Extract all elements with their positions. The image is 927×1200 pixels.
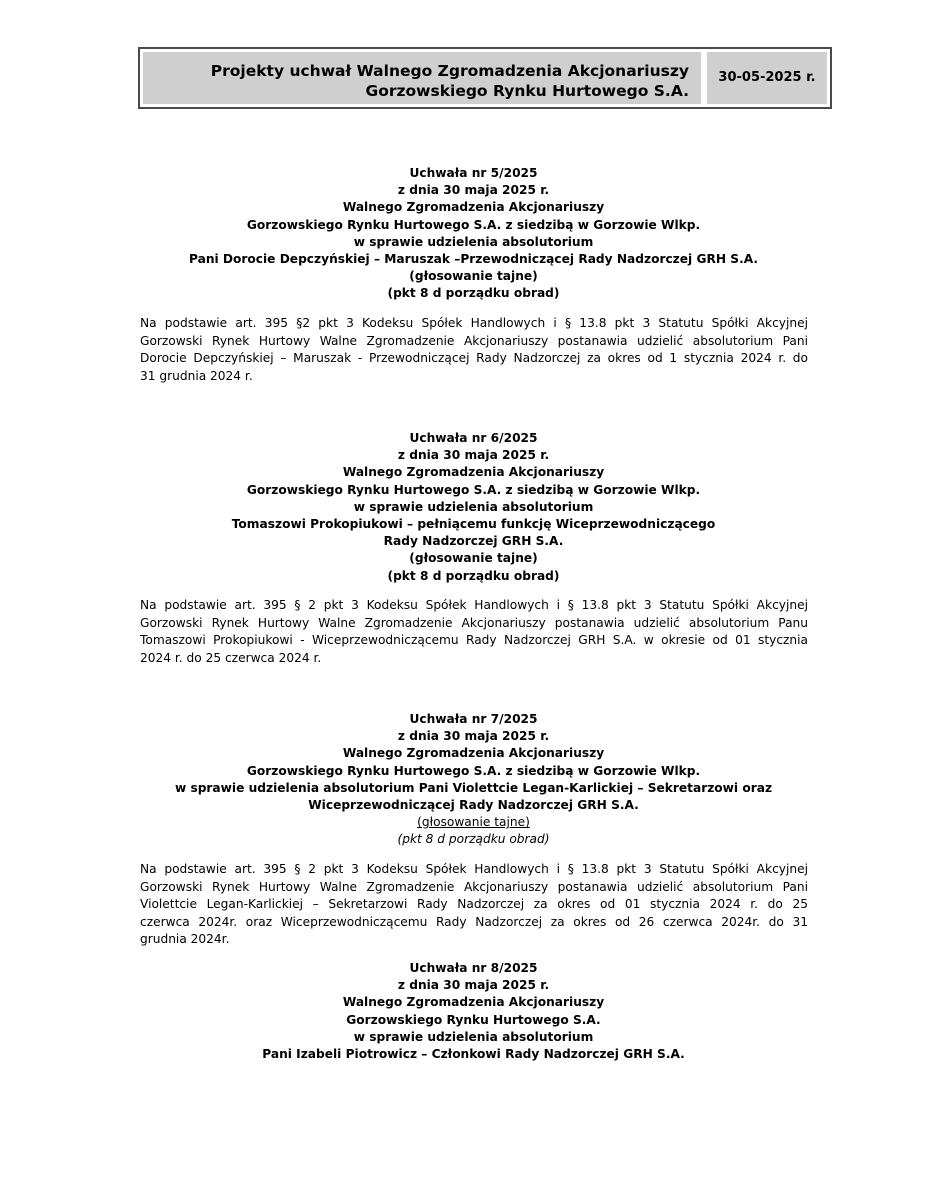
- body-line: Na podstawie art. 395 § 2 pkt 3 Kodeksu Spółek Handlowych i § 13.8 pkt 3 Statutu Spółki Akcyjnej: [140, 862, 808, 876]
- body-line: Gorzowski Rynek Hurtowy Walne Zgromadzenie Akcjonariuszy postanawia udzielić absolutorium Pani: [140, 333, 808, 348]
- resolution-5-heading: [130, 165, 817, 303]
- header-date: 30-05-2025 r.: [707, 52, 827, 104]
- resolution-company: Gorzowskiego Rynku Hurtowego S.A. z siedzibą w Gorzowie Wlkp.: [246, 763, 701, 778]
- resolution-person: Tomaszowi Prokopiukowi – pełniącemu funkcję Wiceprzewodniczącego: [231, 517, 716, 532]
- body-line: Na podstawie art. 395 § 2 pkt 3 Kodeksu Spółek Handlowych i § 13.8 pkt 3 Statutu Spółki Akcyjnej: [140, 598, 808, 612]
- resolution-person: Pani Dorocie Depczyńskiej – Maruszak –Przewodniczącej Rady Nadzorczej GRH S.A.: [188, 252, 758, 267]
- resolution-body-name: Walnego Zgromadzenia Akcjonariuszy: [342, 200, 605, 215]
- resolution-6-body: [140, 597, 808, 667]
- resolution-agenda-point: (pkt 8 d porządku obrad): [397, 832, 550, 847]
- resolution-title: Uchwała nr 6/2025: [409, 431, 538, 445]
- resolution-8-heading: [130, 960, 817, 1063]
- resolution-body-name: Walnego Zgromadzenia Akcjonariuszy: [342, 995, 605, 1010]
- resolution-company: Gorzowskiego Rynku Hurtowego S.A.: [346, 1012, 601, 1027]
- resolution-title: Uchwała nr 5/2025: [409, 166, 538, 180]
- resolution-date: z dnia 30 maja 2025 r.: [397, 183, 550, 198]
- resolution-agenda-point: (pkt 8 d porządku obrad): [387, 568, 560, 583]
- resolution-body-name: Walnego Zgromadzenia Akcjonariuszy: [342, 465, 605, 480]
- header-title-line-1: Projekty uchwał Walnego Zgromadzenia Akcjonariuszy: [210, 62, 689, 80]
- resolution-subject: w sprawie udzielenia absolutorium: [353, 234, 594, 249]
- resolution-subject: w sprawie udzielenia absolutorium: [353, 499, 594, 514]
- resolution-company: Gorzowskiego Rynku Hurtowego S.A. z siedzibą w Gorzowie Wlkp.: [246, 482, 701, 497]
- resolution-voting-mode: (głosowanie tajne): [409, 551, 538, 566]
- body-line: Gorzowski Rynek Hurtowy Walne Zgromadzenie Akcjonariuszy postanawia udzielić absolutorium Panu: [140, 615, 808, 630]
- header-title: [143, 52, 701, 104]
- body-line: grudnia 2024r.: [140, 932, 230, 946]
- body-line: Na podstawie art. 395 §2 pkt 3 Kodeksu Spółek Handlowych i § 13.8 pkt 3 Statutu Spółki Akcyjnej: [140, 316, 808, 330]
- resolution-person-role: Rady Nadzorczej GRH S.A.: [383, 534, 564, 549]
- resolution-6-heading: [130, 430, 817, 585]
- resolution-agenda-point: (pkt 8 d porządku obrad): [387, 286, 560, 301]
- body-line: Violettcie Legan-Karlickiej – Sekretarzowi Rady Nadzorczej za okres od 01 stycznia 2024 r. do 25: [140, 897, 808, 911]
- resolution-voting-mode: (głosowanie tajne): [409, 269, 538, 284]
- resolution-5-body: [140, 315, 808, 385]
- resolution-date: z dnia 30 maja 2025 r.: [397, 978, 550, 993]
- header-title-line-2: Gorzowskiego Rynku Hurtowego S.A.: [365, 82, 689, 100]
- resolution-title: Uchwała nr 7/2025: [409, 712, 538, 726]
- resolution-body-name: Walnego Zgromadzenia Akcjonariuszy: [342, 746, 605, 761]
- document-header: [138, 47, 832, 109]
- body-line: Dorocie Depczyńskiej – Maruszak - Przewodniczącej Rady Nadzorczej za okres od 1 stycznia 2024 r. do: [140, 351, 808, 365]
- body-line: Gorzowski Rynek Hurtowy Walne Zgromadzenie Akcjonariuszy postanawia udzielić absolutorium Pani: [140, 879, 808, 894]
- resolution-7-body: [140, 861, 808, 949]
- resolution-7-heading: [130, 711, 817, 849]
- resolution-company: Gorzowskiego Rynku Hurtowego S.A. z siedzibą w Gorzowie Wlkp.: [246, 217, 701, 232]
- resolution-date: z dnia 30 maja 2025 r.: [397, 448, 550, 463]
- resolution-voting-mode: (głosowanie tajne): [417, 815, 530, 830]
- body-line: 2024 r. do 25 czerwca 2024 r.: [140, 650, 322, 665]
- resolution-person: Pani Izabeli Piotrowicz – Członkowi Rady Nadzorczej GRH S.A.: [262, 1047, 685, 1062]
- resolution-title: Uchwała nr 8/2025: [409, 961, 538, 975]
- body-line: czerwca 2024r. oraz Wiceprzewodniczącemu Rady Nadzorczej za okres od 26 czerwca 2024r. do 31: [140, 914, 808, 929]
- resolution-subject: w sprawie udzielenia absolutorium: [353, 1029, 594, 1044]
- resolution-date: z dnia 30 maja 2025 r.: [397, 729, 550, 744]
- body-line: 31 grudnia 2024 r.: [140, 368, 253, 383]
- body-line: Tomaszowi Prokopiukowi - Wiceprzewodniczącemu Rady Nadzorczej GRH S.A. w okresie od 01 stycznia: [140, 633, 808, 647]
- resolution-subject: w sprawie udzielenia absolutorium Pani Violettcie Legan-Karlickiej – Sekretarzowi oraz: [174, 780, 773, 795]
- resolution-person: Wiceprzewodniczącej Rady Nadzorczej GRH S.A.: [308, 798, 639, 813]
